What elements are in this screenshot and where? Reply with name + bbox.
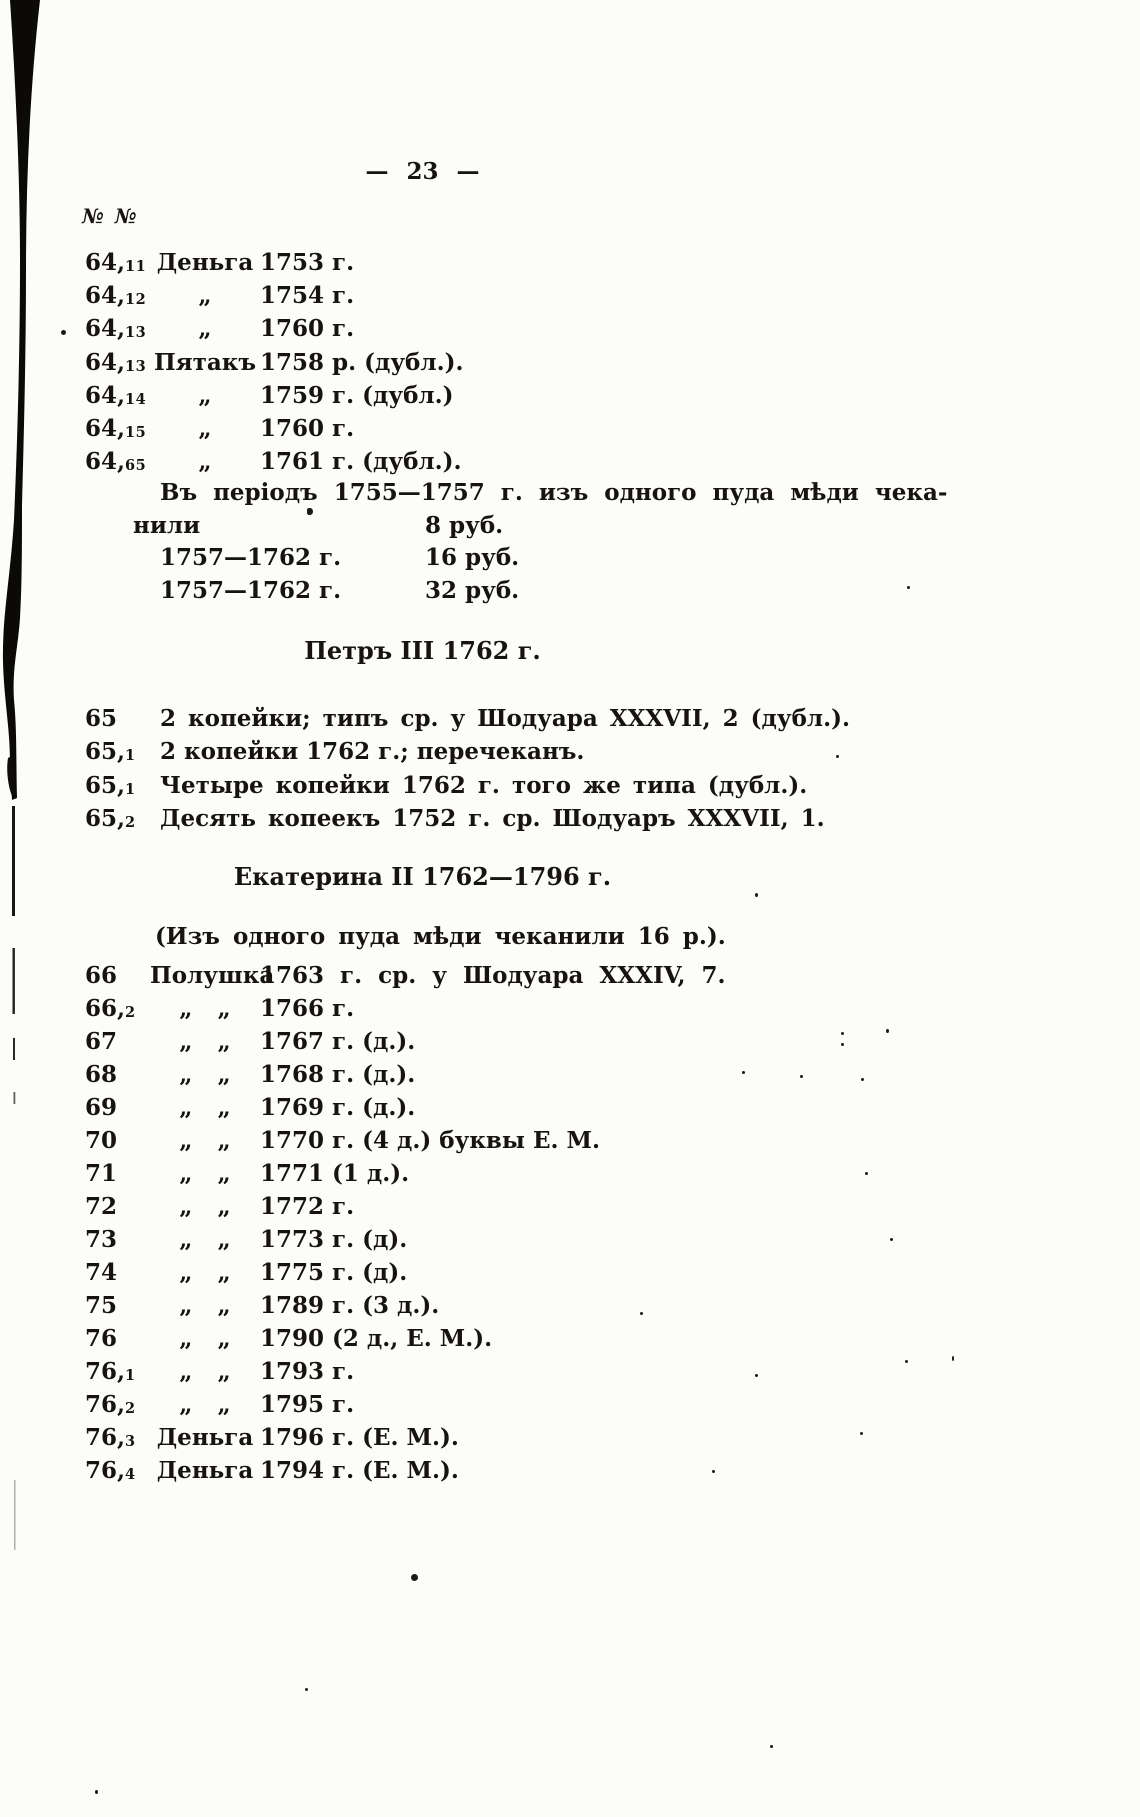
entry-description: 1766 г. (260, 995, 355, 1022)
entry-description: 1794 г. (Е. М.). (260, 1457, 459, 1484)
entry-denomination-ditto: „ (198, 282, 212, 310)
entry-number: 64,13 (85, 315, 147, 343)
entry-number: 74 (85, 1259, 118, 1286)
entry-number: 68 (85, 1061, 118, 1088)
entry-denomination: Полушка (150, 962, 275, 989)
entry-denomination: Деньга (156, 1457, 254, 1484)
scan-speck (841, 1043, 844, 1046)
scan-speck (305, 1688, 308, 1691)
entry-description: 1793 г. (260, 1358, 355, 1385)
catalog-entry (0, 1322, 1140, 1355)
scan-speck (640, 1312, 643, 1315)
note-value: 16 руб. (425, 544, 520, 571)
entry-number: 64,13 (85, 348, 147, 376)
entry-number: 65,1 (85, 738, 136, 766)
entry-description: 1753 г. (260, 249, 355, 276)
catalog-group-64 (0, 246, 1140, 478)
catalog-entry (0, 1025, 1140, 1058)
entry-number: 76,1 (85, 1358, 136, 1385)
center-dot-mark (411, 1574, 418, 1581)
scan-speck (61, 330, 66, 335)
entry-description: 1773 г. (д). (260, 1226, 408, 1253)
entry-description: 1760 г. (260, 414, 355, 442)
entry-denomination-ditto: „ „ (179, 1325, 231, 1352)
entry-description: 2 копейки; типъ ср. у Шодуара XXXVII, 2 (дубл.). (160, 705, 851, 732)
entry-number: 64,11 (85, 249, 147, 276)
catalog-entry (0, 1091, 1140, 1124)
note-line (0, 542, 1140, 575)
catalog-entry (0, 702, 1140, 735)
catalog-entry (0, 959, 1140, 992)
note-text: нили (133, 511, 201, 539)
entry-denomination-ditto: „ (198, 381, 212, 409)
entry-description: 1790 (2 д., Е. М.). (260, 1325, 493, 1352)
section-heading-catherine-ii: Екатерина II 1762—1796 г. (233, 862, 612, 891)
entry-denomination-ditto: „ (198, 414, 212, 442)
entry-denomination: Пятакъ (153, 348, 257, 376)
scan-speck (952, 1356, 954, 1361)
note-value: 8 руб. (425, 511, 504, 539)
entry-description: 1768 г. (д.). (260, 1061, 416, 1088)
entry-description: 1761 г. (дубл.). (260, 448, 462, 476)
entry-description: 1771 (1 д.). (260, 1160, 410, 1187)
entry-denomination-ditto: „ „ (179, 1193, 231, 1220)
entry-number: 76 (85, 1325, 118, 1352)
catalog-entry (0, 379, 1140, 412)
entry-description: Четыре копейки 1762 г. того же типа (дубл.). (160, 771, 808, 799)
entry-description: 1754 г. (260, 282, 355, 310)
entry-number: 64,12 (85, 282, 147, 310)
note-value: 32 руб. (425, 576, 520, 604)
entry-denomination-ditto: „ „ (179, 1358, 231, 1385)
entry-description: Десять копеекъ 1752 г. ср. Шодуаръ XXXVII, 1. (160, 804, 825, 832)
catalog-entry (0, 246, 1140, 279)
entry-denomination: Деньга (156, 1424, 254, 1451)
scan-speck (755, 893, 758, 897)
entry-description: 1759 г. (дубл.) (260, 381, 454, 409)
catalog-entry (0, 735, 1140, 768)
scan-speck (712, 1470, 715, 1473)
catalog-entry (0, 1058, 1140, 1091)
catalog-entry (0, 1190, 1140, 1223)
scan-speck (907, 586, 910, 589)
note-line (0, 477, 1140, 510)
scan-speck (841, 1032, 844, 1035)
entry-number: 66 (85, 962, 118, 989)
scan-speck (755, 1374, 758, 1377)
entry-number: 64,14 (85, 381, 147, 409)
catalog-entry (0, 1157, 1140, 1190)
entry-denomination: Деньга (156, 249, 254, 276)
entry-number: 64,65 (85, 448, 147, 476)
scan-speck (886, 1029, 889, 1033)
scan-speck (865, 1172, 868, 1175)
entry-number: 75 (85, 1292, 118, 1319)
catalog-entry (0, 1289, 1140, 1322)
entry-number: 65,1 (85, 771, 136, 799)
entry-number: 76,4 (85, 1457, 136, 1484)
catalog-entry (0, 1256, 1140, 1289)
scan-speck (890, 1238, 893, 1241)
entry-denomination-ditto: „ „ (179, 1160, 231, 1187)
entry-number: 65,2 (85, 804, 136, 832)
entry-description: 1775 г. (д). (260, 1259, 408, 1286)
page-number: — 23 — (365, 158, 480, 185)
catalog-group-66-76 (0, 959, 1140, 1487)
catalog-entry (0, 346, 1140, 379)
note-text: 1757—1762 г. (160, 544, 342, 571)
entry-description: 1770 г. (4 д.) буквы Е. М. (260, 1127, 600, 1154)
scan-speck (770, 1745, 773, 1748)
entry-description: 1763 г. ср. у Шодуара XXXIV, 7. (260, 962, 726, 989)
entry-denomination-ditto: „ (198, 315, 212, 343)
catalog-entry (0, 802, 1140, 835)
catalog-entry (0, 1421, 1140, 1454)
entry-denomination-ditto: „ „ (179, 1226, 231, 1253)
catalog-entry (0, 279, 1140, 312)
entry-description: 1769 г. (д.). (260, 1094, 416, 1121)
entry-denomination-ditto: „ „ (179, 1061, 231, 1088)
note-text: Въ періодъ 1755—1757 г. изъ одного пуда мѣди чека- (160, 479, 948, 506)
entry-description: 1795 г. (260, 1391, 355, 1418)
entry-denomination-ditto: „ „ (179, 1028, 231, 1055)
entry-number: 76,2 (85, 1391, 136, 1418)
entry-description: 1767 г. (д.). (260, 1028, 416, 1055)
catherine-minting-note: (Изъ одного пуда мѣди чеканили 16 р.). (155, 923, 726, 950)
catalog-entry (0, 1454, 1140, 1487)
scan-speck (905, 1360, 908, 1363)
scan-speck (800, 1075, 803, 1078)
scan-speck (860, 1432, 863, 1435)
entry-number: 73 (85, 1226, 118, 1253)
catalog-group-65 (0, 702, 1140, 835)
catalog-entry (0, 412, 1140, 445)
note-line (0, 510, 1140, 543)
catalog-entry (0, 992, 1140, 1025)
catalog-entry (0, 1124, 1140, 1157)
scan-speck (836, 755, 839, 758)
entry-denomination-ditto: „ „ (179, 1127, 231, 1154)
entry-denomination-ditto: „ (198, 448, 212, 476)
entry-description: 2 копейки 1762 г.; перечеканъ. (160, 738, 585, 766)
entry-number: 71 (85, 1160, 118, 1187)
entry-denomination-ditto: „ „ (179, 1094, 231, 1121)
entry-number: 69 (85, 1094, 118, 1121)
catalog-entry (0, 1223, 1140, 1256)
entry-denomination-ditto: „ „ (179, 1391, 231, 1418)
note-line (0, 575, 1140, 608)
scan-speck (861, 1078, 864, 1081)
entry-description: 1760 г. (260, 315, 355, 343)
entry-number: 70 (85, 1127, 118, 1154)
catalog-entry (0, 769, 1140, 802)
catalog-entry (0, 1355, 1140, 1388)
entry-description: 1758 р. (дубл.). (260, 348, 464, 376)
catalog-entry (0, 312, 1140, 345)
entry-number: 66,2 (85, 995, 136, 1022)
entry-denomination-ditto: „ „ (179, 1259, 231, 1286)
catalog-entry (0, 1388, 1140, 1421)
entry-number: 65 (85, 705, 118, 732)
entry-denomination-ditto: „ „ (179, 995, 231, 1022)
entry-number: 64,15 (85, 414, 147, 442)
entry-number: 67 (85, 1028, 118, 1055)
minting-rate-note (0, 477, 1140, 607)
entry-description: 1772 г. (260, 1193, 355, 1220)
note-text: 1757—1762 г. (160, 576, 342, 604)
entry-description: 1789 г. (3 д.). (260, 1292, 440, 1319)
entry-number: 72 (85, 1193, 118, 1220)
entry-number: 76,3 (85, 1424, 136, 1451)
catalog-number-column-header: № № (82, 204, 139, 228)
entry-denomination-ditto: „ „ (179, 1292, 231, 1319)
section-heading-peter-iii: Петръ III 1762 г. (304, 636, 541, 665)
catalog-entry (0, 445, 1140, 478)
scan-speck (742, 1071, 745, 1074)
scan-speck (95, 1790, 98, 1794)
scan-speck (307, 508, 313, 515)
entry-description: 1796 г. (Е. М.). (260, 1424, 459, 1451)
